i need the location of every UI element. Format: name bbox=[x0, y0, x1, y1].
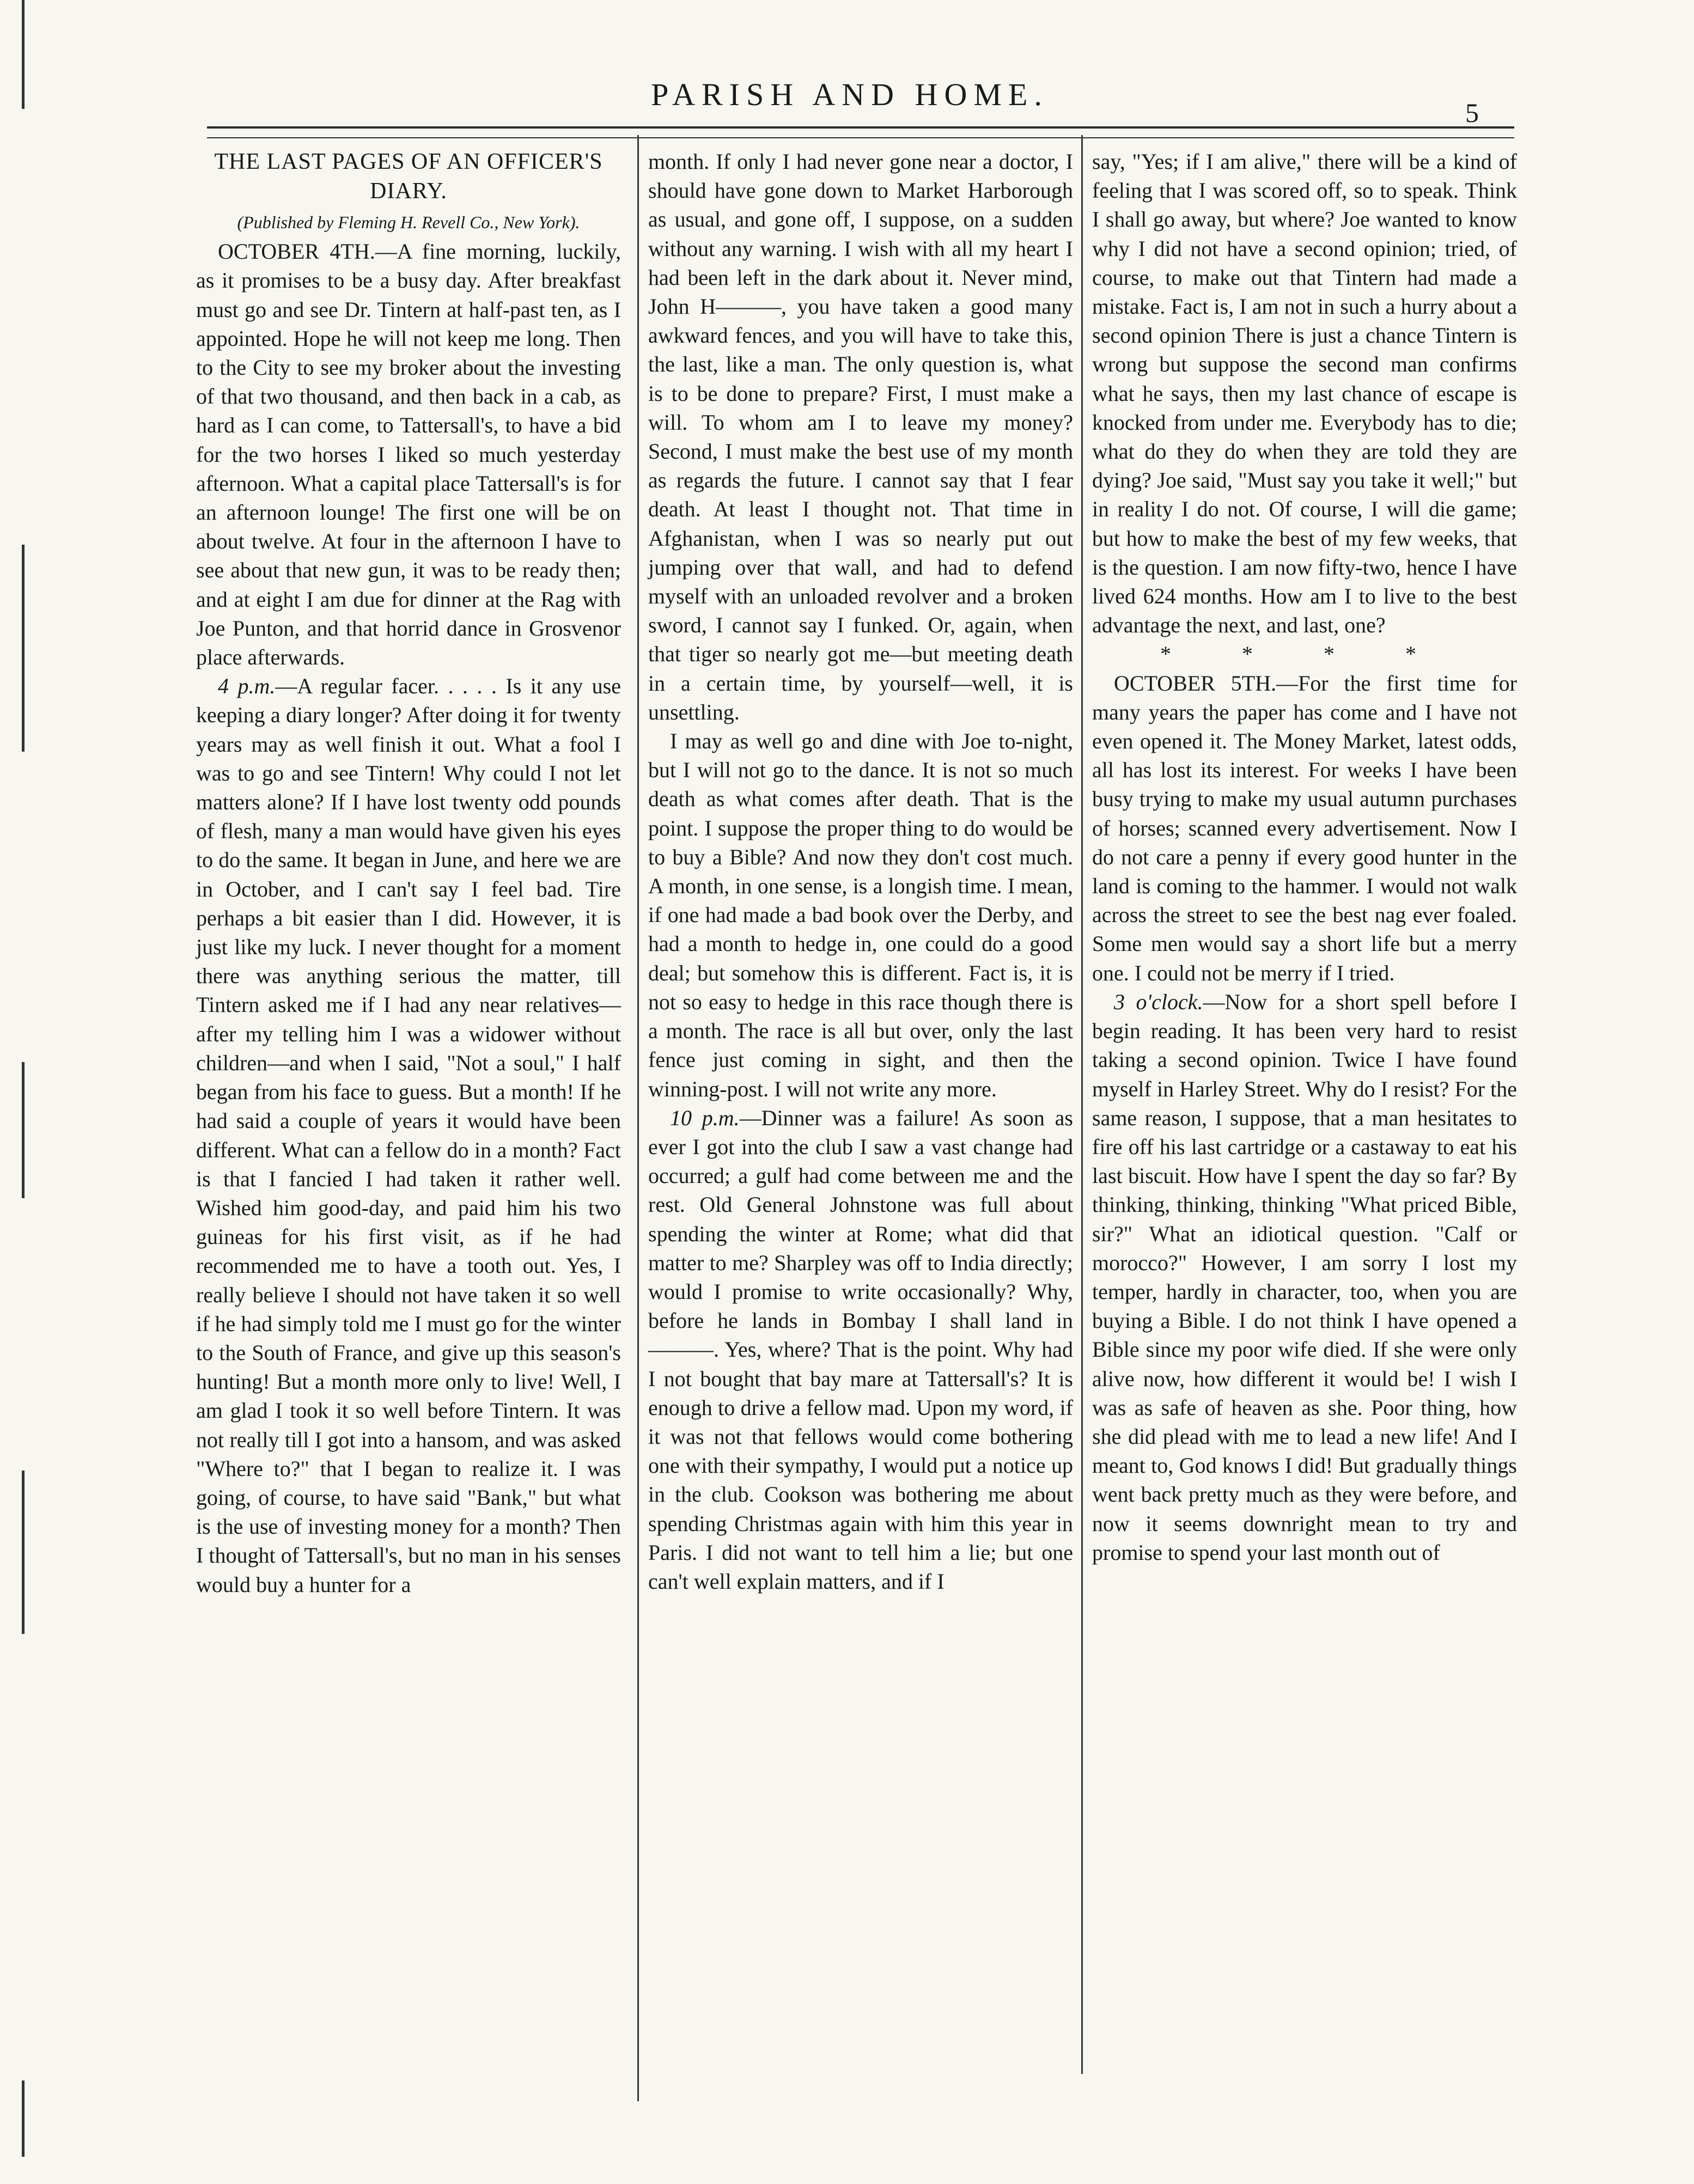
column-2 bbox=[648, 147, 1073, 1596]
diary-entry bbox=[1092, 987, 1517, 1567]
diary-entry bbox=[196, 237, 621, 672]
section-separator: * * * * bbox=[1160, 642, 1449, 667]
paragraph: say, "Yes; if I am alive," there will be a kind of feeling that I was scored off, so to speak. Think I shall go away, but where? Joe wanted to know why I did not have a second opinion; tried, of course, to make out that Tintern had made a mistake. Fact is, I am not in such a hurry about a second opinion There is just a chance Tintern is wrong but suppose the second man confirms what he says, then my last chance of escape is knocked from under me. Everybody has to die; what do they do when they are told they are dying? Joe said, "Must say you take it well;" but in reality I do not. Of course, I will die game; but how to make the best of my few weeks, that is the question. I am now fifty-two, hence I have lived 624 months. How am I to live to the best advantage the next, and last, one? bbox=[1092, 149, 1517, 638]
diary-entry bbox=[648, 1103, 1073, 1596]
entry-text: —A regular facer. . . . . Is it any use keeping a diary longer? After doing it for twenty years may as well finish it out. What a fool I was to go and see Tintern! Why could I not let matters alone? If I have lost twenty odd pounds of flesh, many a man would have given his eyes to do the same. It began in June, and here we are in October, and I can't say I feel bad. Tire perhaps a bit easier than I did. However, it is just like my luck. I never thought for a moment there was anything serious the matter, till Tintern asked me if I had any near relatives—after my telling him I was a widower without children—and when I said, "Not a soul," I half began from his face to guess. But a month! If he had said a couple of years it would have been different. What can a fellow do in a month? Fact is that I fancied I had taken it rather well. Wished him good-day, and paid him his two guineas for his first visit, as if he had recommended me to have a tooth out. Yes, I really believe I should not have taken it so well if he had simply told me I must go for the winter to the South of France, and give up this season's hunting! But a month more only to live! Well, I am glad I took it so well before Tintern. It was not really till I got into a hansom, and was asked "Where to?" that I began to realize it. I was going, of course, to have said "Bank," but what is the use of investing money for a month? Then I thought of Tattersall's, but no man in his senses would buy a hunter for a bbox=[196, 674, 621, 1597]
entry-time: 3 o'clock. bbox=[1114, 989, 1203, 1014]
scan-edge-mark bbox=[22, 0, 25, 109]
scan-edge-mark bbox=[22, 1062, 25, 1198]
column-3 bbox=[1092, 147, 1517, 1567]
entry-date: OCTOBER 4TH. bbox=[218, 239, 375, 264]
column-divider bbox=[1081, 135, 1083, 2074]
entry-time: 4 p.m. bbox=[218, 674, 276, 699]
entry-text: —A fine morning, luckily, as it promises to be a busy day. After breakfast must go and see Dr. Tintern at half-past ten, as I appointed. Hope he will not keep me long. Then to the City to see my broker about the investing of that two thousand, and then back in a cab, as hard as I can come, to Tattersall's, to have a bid for the two horses I liked so much yesterday afternoon. What a capital place Tattersall's is for an afternoon lounge! The first one will be on about twelve. At four in the afternoon I have to see about that new gun, it was to be ready then; and at eight I am due for dinner at the Rag with Joe Punton, and that horrid dance in Grosvenor place afterwards. bbox=[196, 239, 621, 670]
entry-text: —Dinner was a failure! As soon as ever I got into the club I saw a vast change had occurred; a gulf had come between me and the rest. Old General Johnstone was full about spending the winter at Rome; what did that matter to me? Sharpley was off to India directly; would I promise to write occasionally? Why, before he lands in Bombay I shall land in ———. Yes, where? That is the point. Why had I not bought that bay mare at Tattersall's? It is enough to drive a fellow mad. Upon my word, if it was not that fellows would come bothering one with their sympathy, I would put a notice up in the club. Cookson was bothering me about spending Christmas again with him this year in Paris. I did not want to tell him a lie; but one can't well explain matters, and if I bbox=[648, 1105, 1073, 1594]
page-header bbox=[196, 76, 1503, 113]
column-divider bbox=[637, 135, 639, 2101]
running-title: PARISH AND HOME. bbox=[651, 77, 1049, 112]
diary-entry bbox=[196, 672, 621, 1599]
entry-time: 10 p.m. bbox=[670, 1105, 740, 1130]
header-rule bbox=[207, 126, 1514, 138]
entry-text: —For the first time for many years the paper has come and I have not even opened it. The Money Market, latest odds, all has lost its interest. For weeks I have been busy trying to make my usual autumn purchases of horses; scanned every advertisement. Now I do not care a penny if every good hunter in the land is coming to the hammer. I would not walk across the street to see the best nag ever foaled. Some men would say a short life but a merry one. I could not be merry if I tried. bbox=[1092, 670, 1517, 985]
publisher-note: (Published by Fleming H. Revell Co., New York). bbox=[237, 212, 580, 232]
scan-edge-mark bbox=[22, 545, 25, 752]
entry-date: OCTOBER 5TH. bbox=[1114, 670, 1277, 696]
paragraph: I may as well go and dine with Joe to-night, but I will not go to the dance. It is not so much death as what comes after death. That is the point. I suppose the proper thing to do would be to buy a Bible? And now they don't cost much. A month, in one sense, is a longish time. I mean, if one had made a bad book over the Derby, and had a month to hedge in, one could do a good deal; but somehow this is different. Fact is, it is not so easy to hedge in this race though there is a month. The race is all but over, only the last fence just coming in sight, and then the winning-post. I will not write any more. bbox=[648, 729, 1073, 1101]
page-number: 5 bbox=[1465, 97, 1479, 128]
paragraph: month. If only I had never gone near a doctor, I should have gone down to Market Harborough as usual, and gone off, I suppose, on a sudden without any warning. I wish with all my heart I had been left in the dark about it. Never mind, John H———, you have taken a good many awkward fences, and you will have to take this, the last, like a man. The only question is, what is to be done to prepare? First, I must make a will. To whom am I to leave my money? Second, I must make the best use of my month as regards the future. I cannot say that I fear death. At least I thought not. That time in Afghanistan, when I was so nearly put out jumping over that wall, and had to defend myself with an unloaded revolver and a broken sword, I cannot say I funked. Or, again, when that tiger so nearly got me—but meeting death in a certain time, by yourself—well, it is unsettling. bbox=[648, 149, 1073, 724]
column-1 bbox=[196, 147, 621, 1599]
entry-text: —Now for a short spell before I begin reading. It has been very hard to resist taking a second opinion. Twice I have found myself in Harley Street. Why do I resist? For the same reason, I suppose, that a man hesitates to fire off his last cartridge or a castaway to eat his last biscuit. How have I spent the day so far? By thinking, thinking, thinking "What priced Bible, sir?" What an idiotical question. "Calf or morocco?" However, I am sorry I lost my temper, hardly in character, too, when you are buying a Bible. I do not think I have opened a Bible since my poor wife died. If she were only alive now, how different it would be! I wish I was as safe of heaven as she. Poor thing, how she did plead with me to lead a new life! And I meant to, God knows I did! But gradually things went back pretty much as they were before, and now it seems downright mean to try and promise to spend your last month out of bbox=[1092, 989, 1517, 1565]
article-title: THE LAST PAGES OF AN OFFICER'S DIARY. bbox=[214, 149, 603, 204]
diary-entry bbox=[1092, 669, 1517, 987]
scan-edge-mark bbox=[22, 2081, 25, 2157]
scan-edge-mark bbox=[22, 1471, 25, 1634]
